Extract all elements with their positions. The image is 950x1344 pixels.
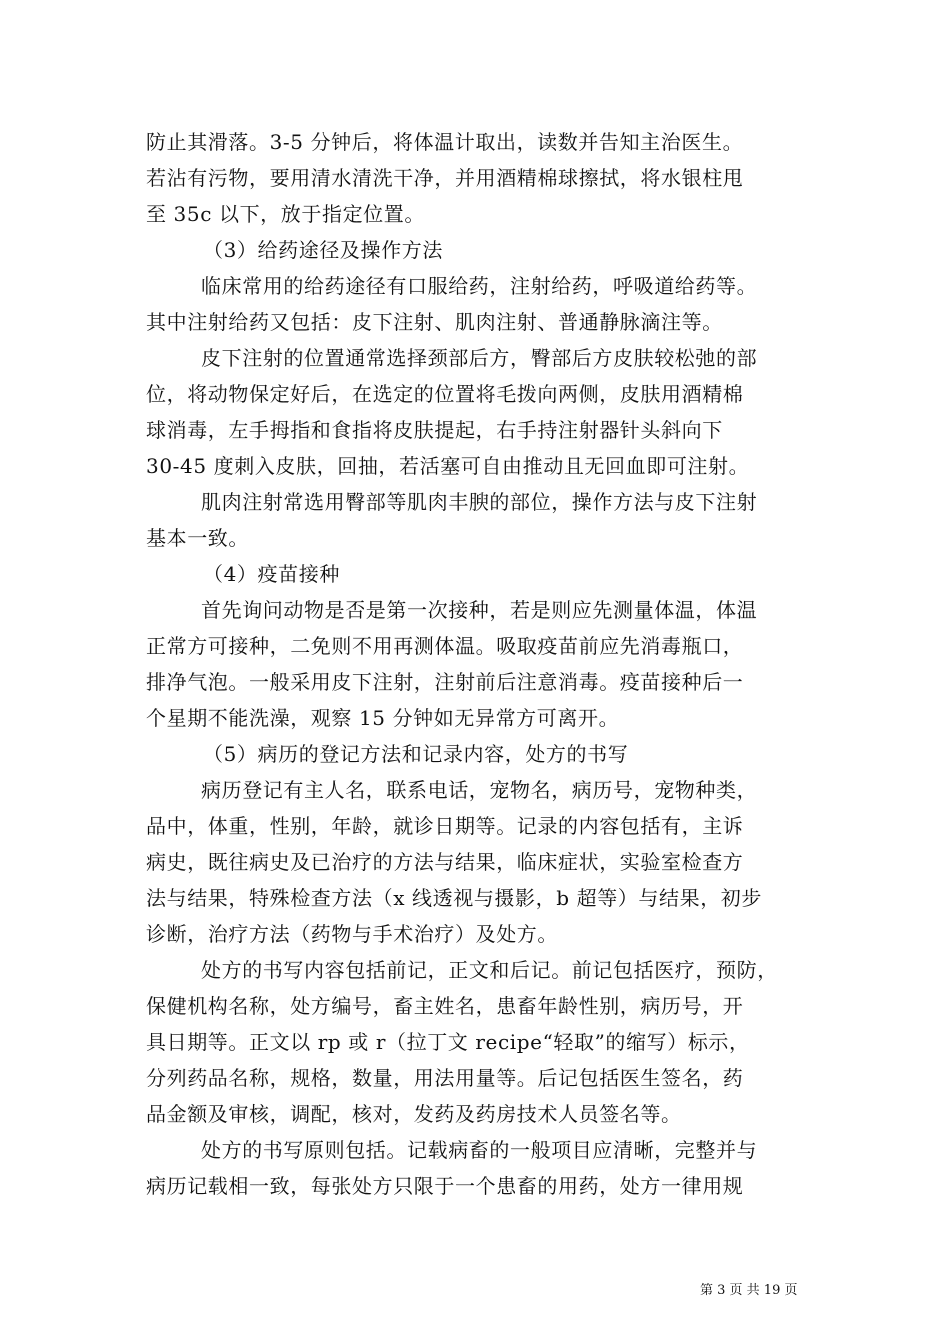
- text-line: 分列药品名称，规格，数量，用法用量等。后记包括医生签名，药: [146, 1066, 744, 1090]
- text-line: 至 35c 以下，放于指定位置。: [146, 202, 425, 226]
- text-line: 首先询问动物是否是第一次接种，若是则应先测量体温，体温: [201, 598, 758, 622]
- text-line: 基本一致。: [146, 526, 249, 550]
- text-line: 临床常用的给药途径有口服给药，注射给药，呼吸道给药等。: [201, 274, 758, 298]
- section-heading: （5）病历的登记方法和记录内容，处方的书写: [203, 742, 629, 766]
- text-line: 法与结果，特殊检查方法（x 线透视与摄影，b 超等）与结果，初步: [146, 886, 762, 910]
- section-heading: （4）疫苗接种: [203, 562, 340, 586]
- text-line: 若沾有污物，要用清水清洗干净，并用酒精棉球擦拭，将水银柱甩: [146, 166, 744, 190]
- text-line: 品金额及审核，调配，核对，发药及药房技术人员签名等。: [146, 1102, 682, 1126]
- text-line: 位，将动物保定好后，在选定的位置将毛拨向两侧，皮肤用酒精棉: [146, 382, 744, 406]
- text-line: 病史，既往病史及已治疗的方法与结果，临床症状，实验室检查方: [146, 850, 744, 874]
- text-line: 球消毒，左手拇指和食指将皮肤提起，右手持注射器针头斜向下: [146, 418, 723, 442]
- page-number-footer: 第 3 页 共 19 页: [700, 1283, 798, 1298]
- text-line: 病历记载相一致，每张处方只限于一个患畜的用药，处方一律用规: [146, 1174, 744, 1198]
- text-line: 其中注射给药又包括：皮下注射、肌肉注射、普通静脉滴注等。: [146, 310, 723, 334]
- text-line: 个星期不能洗澡，观察 15 分钟如无异常方可离开。: [146, 706, 620, 730]
- section-heading: （3）给药途径及操作方法: [203, 238, 443, 262]
- text-line: 病历登记有主人名，联系电话，宠物名，病历号，宠物种类，: [201, 778, 758, 802]
- text-line: 保健机构名称，处方编号，畜主姓名，患畜年龄性别，病历号，开: [146, 994, 744, 1018]
- text-line: 防止其滑落。3-5 分钟后，将体温计取出，读数并告知主治医生。: [146, 130, 744, 154]
- text-line: 处方的书写内容包括前记，正文和后记。前记包括医疗，预防，: [201, 958, 778, 982]
- text-line: 30-45 度刺入皮肤，回抽，若活塞可自由推动且无回血即可注射。: [146, 454, 750, 478]
- text-line: 处方的书写原则包括。记载病畜的一般项目应清晰，完整并与: [201, 1138, 758, 1162]
- text-line: 正常方可接种，二免则不用再测体温。吸取疫苗前应先消毒瓶口，: [146, 634, 744, 658]
- text-line: 皮下注射的位置通常选择颈部后方，臀部后方皮肤较松弛的部: [201, 346, 758, 370]
- text-line: 诊断，治疗方法（药物与手术治疗）及处方。: [146, 922, 558, 946]
- text-line: 品中，体重，性别，年龄，就诊日期等。记录的内容包括有，主诉: [146, 814, 744, 838]
- text-line: 肌肉注射常选用臀部等肌肉丰腴的部位，操作方法与皮下注射: [201, 490, 758, 514]
- text-line: 排净气泡。一般采用皮下注射，注射前后注意消毒。疫苗接种后一: [146, 670, 744, 694]
- text-line: 具日期等。正文以 rp 或 r（拉丁文 recipe“轻取”的缩写）标示，: [146, 1030, 750, 1054]
